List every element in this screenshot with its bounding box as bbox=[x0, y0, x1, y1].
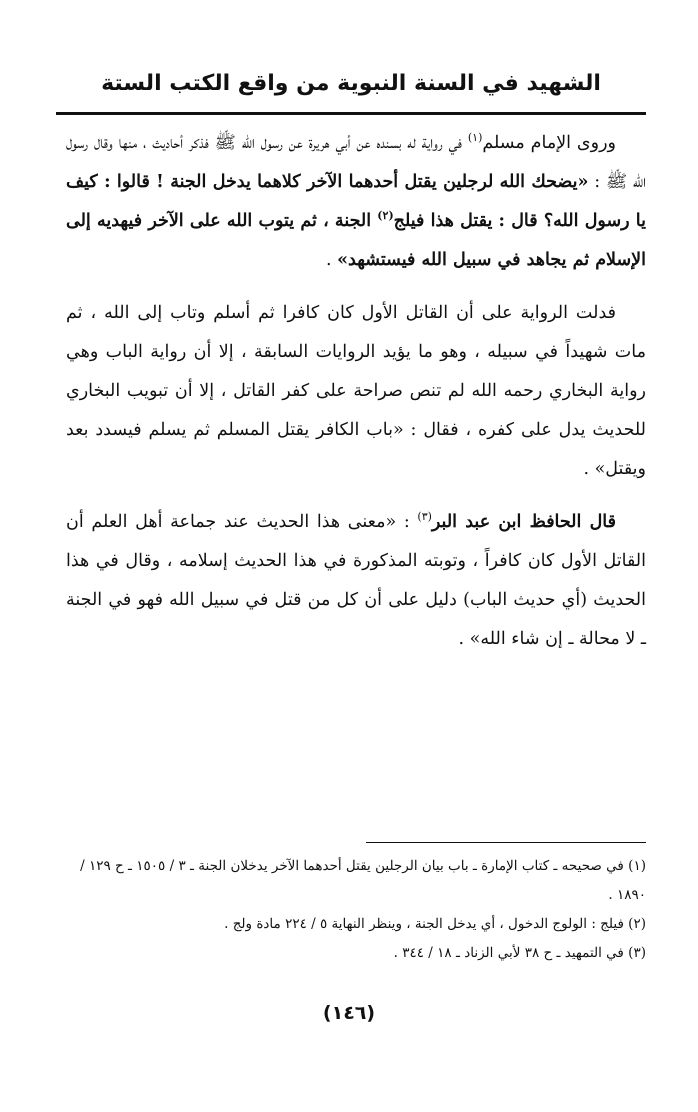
paragraph-1-text-a: وروى الإمام مسلم bbox=[482, 133, 616, 153]
page-number: (١٤٦) bbox=[322, 1002, 376, 1024]
running-title: الشهيد في السنة النبوية من واقع الكتب الستة bbox=[101, 71, 601, 96]
footnote-1: (١) في صحيحه ـ كتاب الإمارة ـ باب بيان الرجلين يقتل أحدهما الآخر يدخلان الجنة ـ ٣ / ١٥٠٥ ـ ح ١٢٩ / ١٨٩٠ . bbox=[80, 858, 646, 903]
main-text bbox=[66, 124, 646, 659]
header-rule bbox=[56, 112, 646, 115]
footnote-3: (٣) في التمهيد ـ ح ٣٨ لأبي الزناد ـ ١٨ / ٣٤٤ . bbox=[393, 945, 646, 961]
paragraph-1-end: . bbox=[325, 250, 338, 270]
footnote-2: (٢) فيلج : الولوج الدخول ، أي يدخل الجنة ، وينظر النهاية ٥ / ٢٢٤ مادة ولج . bbox=[224, 916, 646, 932]
footnote-ref-1: (١) bbox=[467, 131, 483, 145]
scholar-name: قال الحافظ ابن عبد البر bbox=[431, 512, 616, 532]
hadith-quote-1: «يضحك الله لرجلين يقتل أحدهما الآخر كلاهما يدخل الجنة ! قالوا : كيف يا رسول الله؟ قال : يقتل هذا فيلج bbox=[66, 172, 646, 231]
hadith-quote-2: الجنة ، ثم يتوب الله على الآخر فيهديه إلى الإسلام ثم يجاهد في سبيل الله فيستشهد» bbox=[66, 211, 646, 270]
paragraph-3 bbox=[66, 503, 646, 659]
footnote-ref-3: (٣) bbox=[417, 510, 432, 524]
paragraph-1-text-b: في رواية له بسنده عن أبي هريرة عن رسول الله ﷺ فذكر أحاديث ، منها وقال رسول الله ﷺ : bbox=[66, 133, 646, 192]
footnote-rule bbox=[366, 842, 646, 843]
paragraph-1 bbox=[66, 124, 646, 280]
paragraph-2: فدلت الرواية على أن القاتل الأول كان كافرا ثم أسلم وتاب إلى الله ، ثم مات شهيداً في سبيله ، وهو ما يؤيد الروايات السابقة ، إلا أن رواية الباب وهي رواية البخاري رحمه الله لم تنص صراحة على كفر القاتل ، إلا أن تبويب البخاري للحديث يدل على كفره ، فقال : «باب الكافر يقتل المسلم ثم يسلم فيسدد بعد ويقتل» . bbox=[66, 303, 646, 479]
footnotes bbox=[66, 852, 646, 968]
paragraph-3-quote: : «معنى هذا الحديث عند جماعة أهل العلم أن القاتل الأول كان كافراً ، وتوبته المذكورة في هذا الحديث إسلامه ، وقال في هذا الحديث (أي حديث الباب) دليل على أن كل من قتل في سبيل الله فهو في الجنة ـ لا محالة ـ إن شاء الله» . bbox=[66, 512, 646, 649]
footnote-ref-2: (٢) bbox=[377, 209, 394, 223]
